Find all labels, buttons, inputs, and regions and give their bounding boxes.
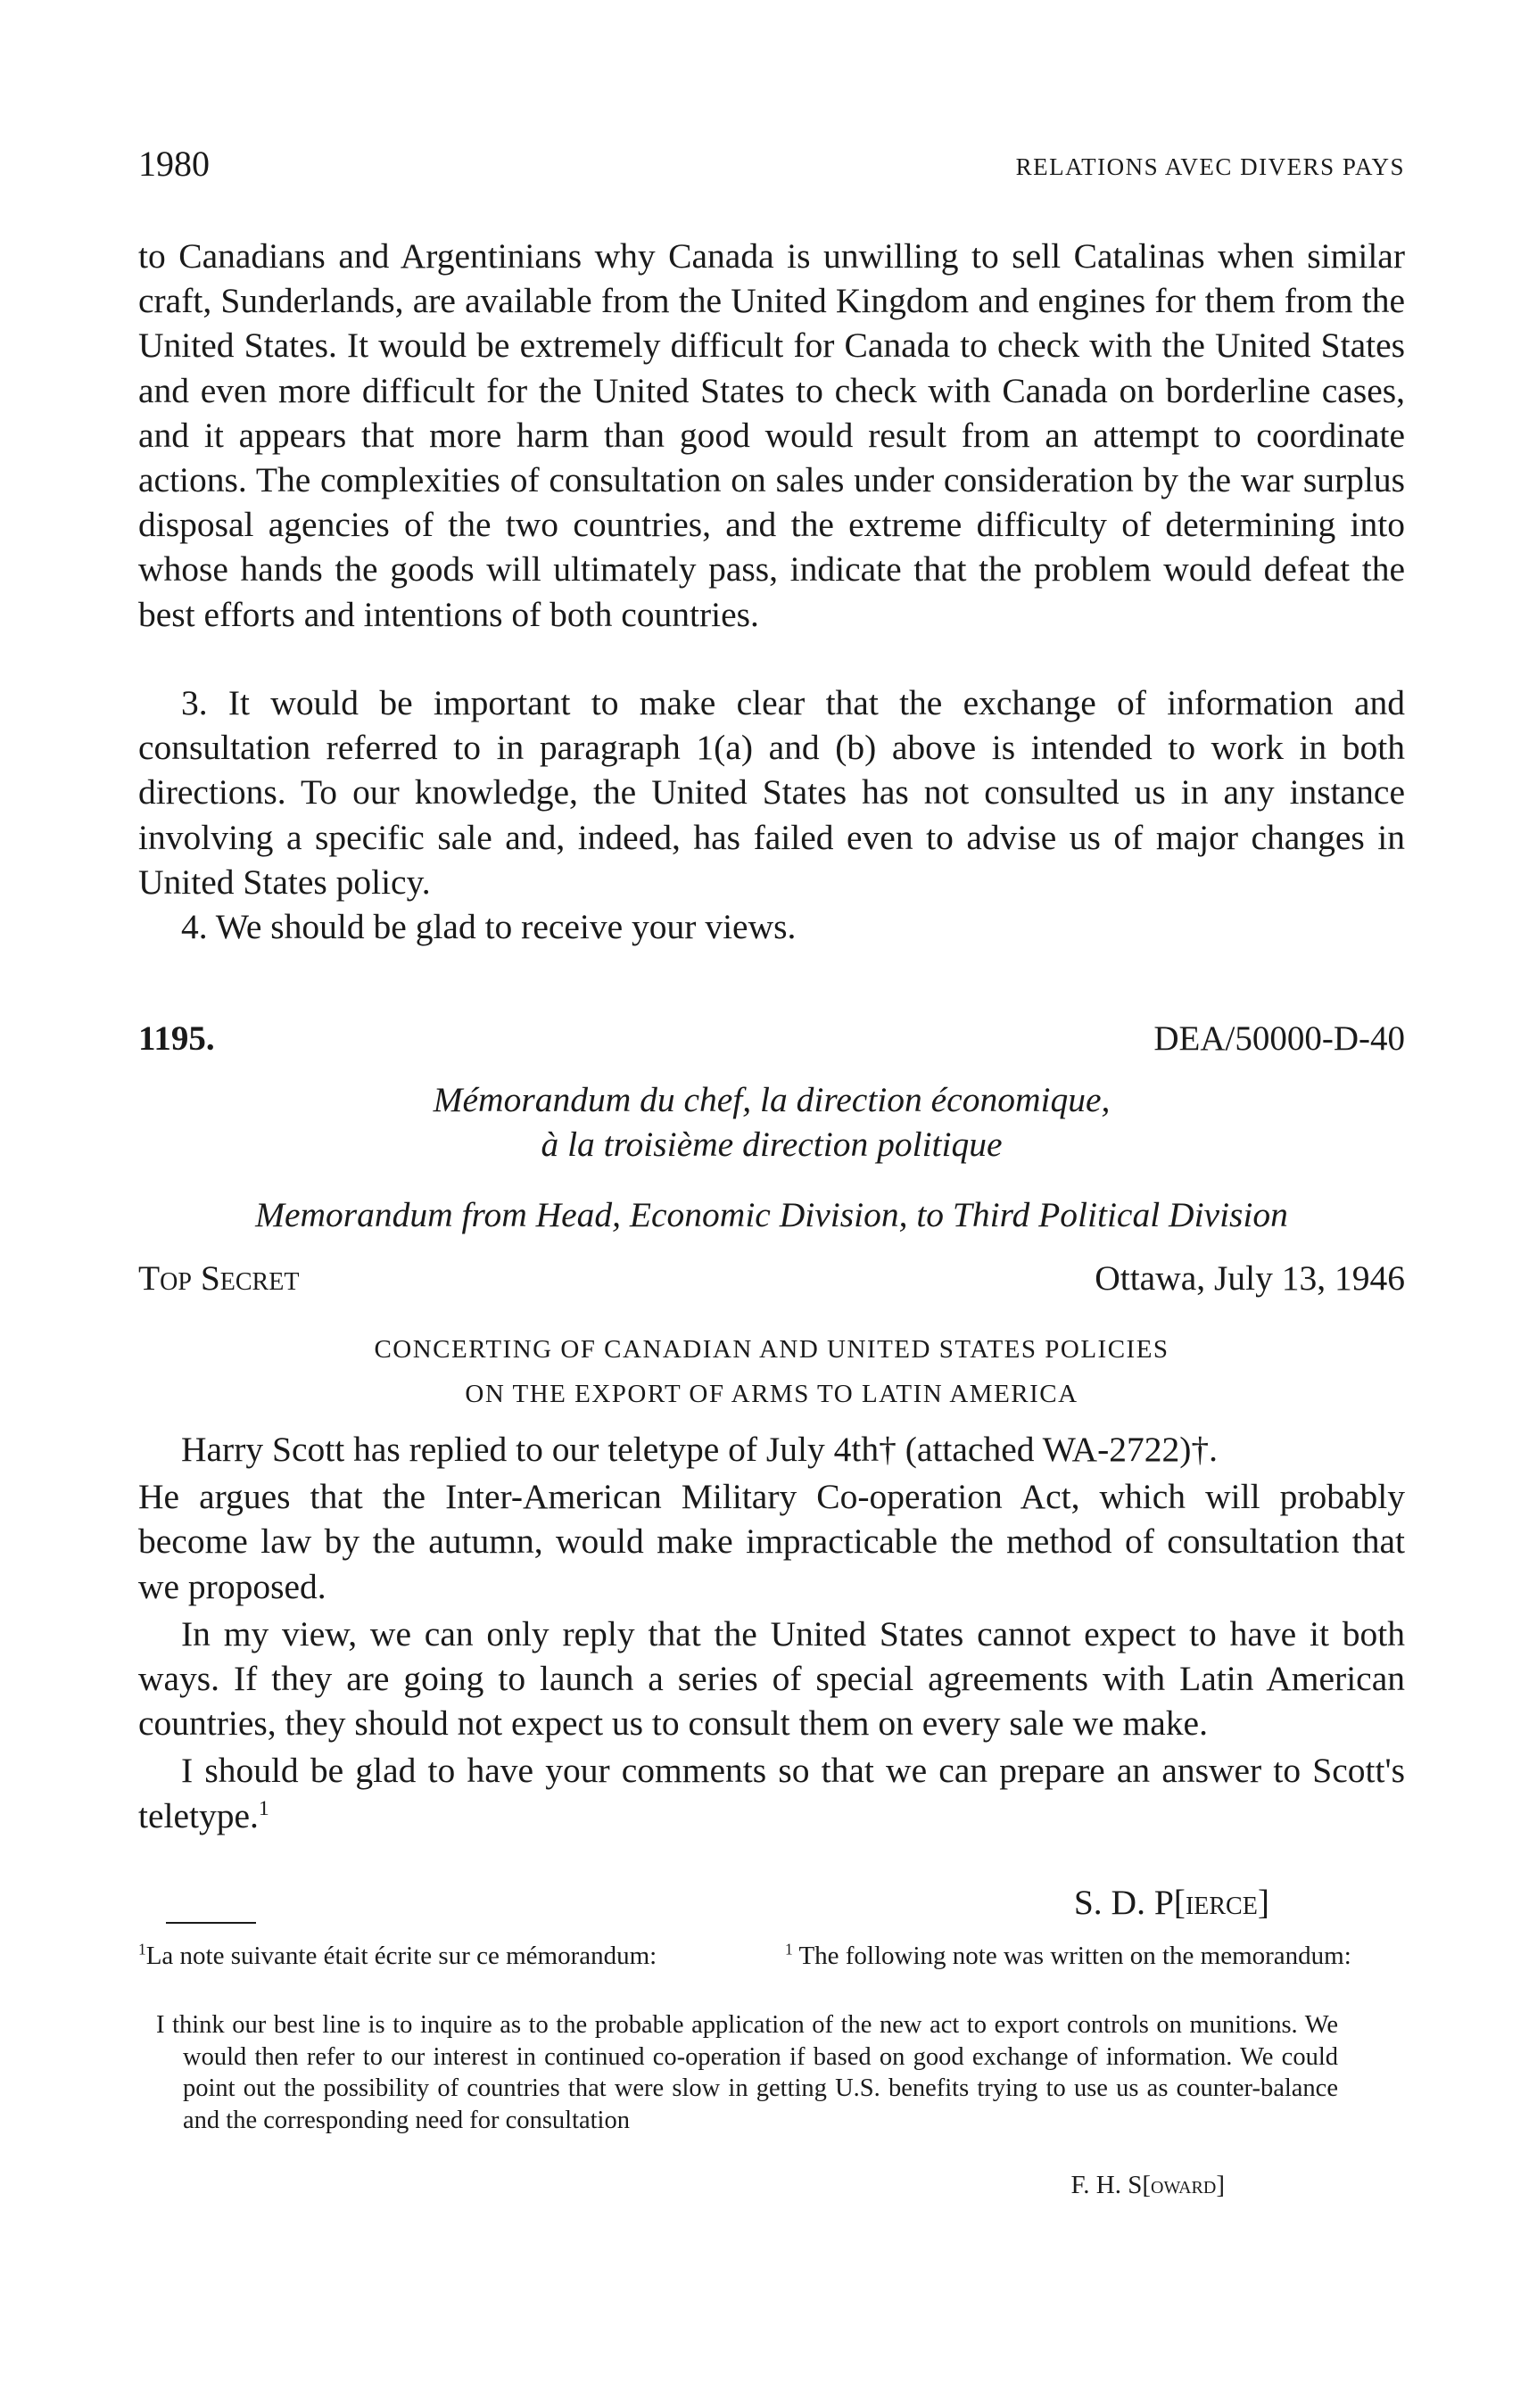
- memo-paragraph-4: I should be glad to have your comments so that we can prepare an answer to Scott's teletype.$^1$: [138, 1751, 1405, 1835]
- memo-signature: S. D. P[ierce]: [1073, 1883, 1269, 1922]
- footnote-french: $^1$La note suivante était écrite sur ce mémorandum:: [138, 1940, 657, 1970]
- paragraph-3: [138, 680, 1405, 904]
- classification-line: [138, 1258, 1405, 1302]
- memo-paragraph-3: In my view, we can only reply that the United States cannot expect to have it both ways. If they are going to launch a series of special agreements with Latin American countries, they should not expect us to consult them on every sale we make.: [138, 1613, 1405, 1744]
- memo-paragraph-2: He argues that the Inter-American Military Co-operation Act, which will probably become law by the autumn, would make impracticable the method of consultation that we proposed.: [138, 1477, 1405, 1606]
- memo-paragraph-1: Harry Scott has replied to our teletype of July 4th† (attached WA-2722)†.: [181, 1430, 1219, 1469]
- classification: Top Secret: [138, 1258, 300, 1298]
- paragraph-4-text: 4. We should be glad to receive your views.: [181, 907, 797, 946]
- title-english: Memorandum from Head, Economic Division, to Third Political Division: [255, 1195, 1288, 1234]
- footnote-divider: [166, 1922, 256, 1924]
- subject-line-1: CONCERTING OF CANADIAN AND UNITED STATES POLICIES: [374, 1335, 1169, 1364]
- continued-paragraph-text: to Canadians and Argentinians why Canada is unwilling to sell Catalinas when similar craft, Sunderlands, are available from the United Kingdom and engines for them from the United States. It would be extremely difficult for Canada to check with the United States and even more difficult for the United States to check with Canada on borderline cases, and it appears that more harm than good would result from an attempt to coordinate actions. The complexities of consultation on sales under consideration by the war surplus disposal agencies of the two countries, and the extreme difficulty of determining into whose hands the goods will ultimately pass, indicate that the problem would defeat the best efforts and intentions of both countries.: [138, 236, 1405, 634]
- running-title: RELATIONS AVEC DIVERS PAYS: [1015, 153, 1405, 180]
- footnote-note: I think our best line is to inquire as to the probable application of the new act to export controls on munitions. We would then refer to our interest in continued co-operation if based on good exchange of information. We could point out the possibility of countries that were slow in getting U.S. benefits trying to use us as counter-balance and the corresponding need for consultation: [156, 2011, 1338, 2134]
- paragraph-4: [138, 904, 1405, 949]
- title-french-line-2: à la troisième direction politique: [541, 1125, 1003, 1164]
- continued-paragraph: [138, 234, 1405, 637]
- document-reference: DEA/50000-D-40: [1153, 1019, 1405, 1058]
- document-number: 1195.: [138, 1019, 215, 1058]
- subject-line-2: ON THE EXPORT OF ARMS TO LATIN AMERICA: [465, 1380, 1078, 1408]
- footnote-english: $^1$ The following note was written on the memorandum:: [785, 1940, 1351, 1970]
- title-french-line-1: Mémorandum du chef, la direction économique,: [433, 1080, 1111, 1119]
- paragraph-3-text: 3. It would be important to make clear that the exchange of information and consultation referred to in paragraph 1(a) and (b) above is intended to work in both directions. To our knowledge, the United States has not consulted us in any instance involving a specific sale and, indeed, has failed even to advise us of major changes in United States policy.: [138, 683, 1405, 902]
- memo-body: [138, 1427, 1405, 1841]
- page-number: 1980: [138, 144, 210, 184]
- place-date: Ottawa, July 13, 1946: [1095, 1258, 1405, 1298]
- document-heading: [138, 1018, 1405, 1063]
- footnote-signature: F. H. S[oward]: [1070, 2171, 1225, 2199]
- footnote-reference: 1: [258, 1796, 269, 1820]
- running-head: [138, 143, 1405, 187]
